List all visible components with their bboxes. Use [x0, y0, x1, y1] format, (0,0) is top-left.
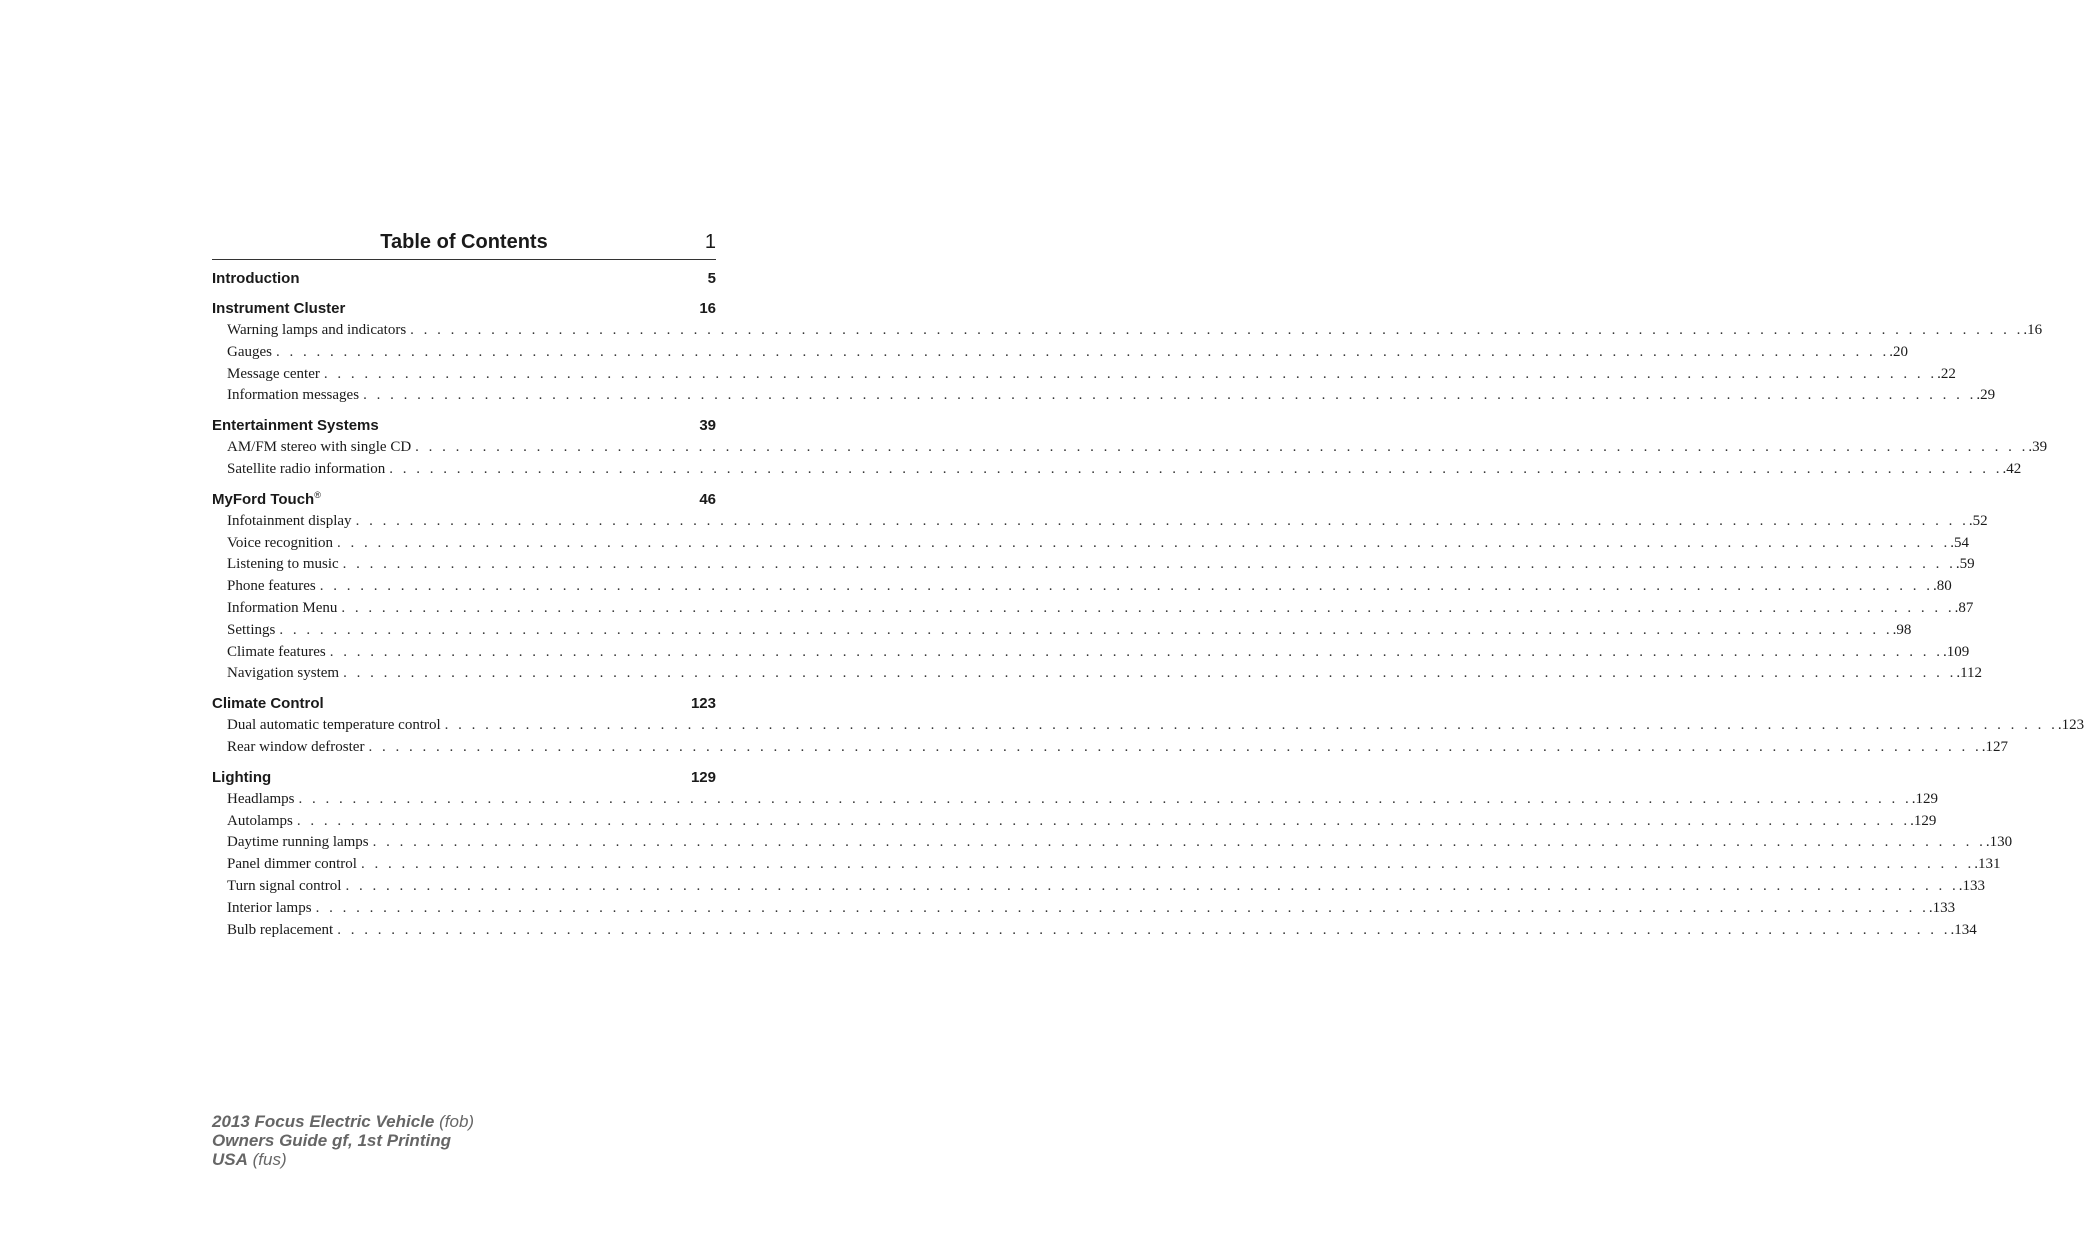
entry-page: .29: [1976, 387, 1996, 404]
entry-page: .131: [1974, 856, 2001, 873]
entry-page: .123: [2057, 717, 2084, 734]
toc-section: [212, 298, 2043, 407]
entry-page: .42: [2002, 460, 2022, 477]
section-page: 123: [690, 695, 716, 713]
toc-entry[interactable]: [227, 832, 2013, 854]
toc-section: [212, 693, 2084, 759]
dot-leader: . . . . . . . . . . . . . . . . . . . . . . . . . . . . . . . . . . . . . . . . . . . . . . . . . . . . . . . . . . . . . . . . . . . . . . . . . . . . . . . . . . . . . . . . . . . . . . . . . . . . . . . . . . . . . . . . . . . . . . . .: [444, 717, 2058, 734]
toc-section: [212, 767, 2013, 942]
footer-guide: Owners Guide gf, 1st Printing: [212, 1131, 451, 1150]
dot-leader: . . . . . . . . . . . . . . . . . . . . . . . . . . . . . . . . . . . . . . . . . . . . . . . . . . . . . . . . . . . . . . . . . . . . . . . . . . . . . . . . . . . . . . . . . . . . . . . . . . . . . . . . . . . . . . . . . . . . . . . .: [337, 921, 1951, 938]
section-heading[interactable]: [212, 489, 716, 511]
toc-entry[interactable]: [227, 554, 1975, 576]
section-title: Climate Control: [212, 695, 324, 713]
entry-page: .109: [1942, 643, 1970, 660]
entry-label: Bulb replacement: [227, 921, 334, 938]
entry-page: .59: [1955, 556, 1975, 573]
section-page: 16: [699, 300, 716, 317]
dot-leader: . . . . . . . . . . . . . . . . . . . . . . . . . . . . . . . . . . . . . . . . . . . . . . . . . . . . . . . . . . . . . . . . . . . . . . . . . . . . . . . . . . . . . . . . . . . . . . . . . . . . . . . . . . . . . . . . . . . . . . . .: [363, 387, 1977, 404]
entry-page: .133: [1928, 899, 1956, 916]
entry-page: .127: [1981, 738, 2008, 755]
entry-page: .54: [1950, 534, 1969, 551]
toc-entry[interactable]: [227, 598, 1974, 620]
footer-line-2: [212, 1131, 474, 1150]
entry-page: .39: [2028, 439, 2048, 456]
section-page: 39: [699, 417, 716, 435]
section-title: Entertainment Systems: [212, 417, 379, 435]
dot-leader: . . . . . . . . . . . . . . . . . . . . . . . . . . . . . . . . . . . . . . . . . . . . . . . . . . . . . . . . . . . . . . . . . . . . . . . . . . . . . . . . . . . . . . . . . . . . . . . . . . . . . . . . . . . . . . . . . . . . . . . .: [389, 460, 2003, 477]
toc-entry[interactable]: [227, 642, 1970, 664]
entry-label: Interior lamps: [227, 899, 312, 916]
section-title: Introduction: [212, 270, 300, 287]
toc-entry[interactable]: [227, 789, 1938, 811]
toc-entry[interactable]: [227, 620, 1912, 642]
entry-page: .129: [1911, 790, 1938, 807]
entry-label: Message center: [227, 365, 320, 382]
toc-entry[interactable]: [227, 920, 1977, 942]
entry-label: Autolamps: [227, 812, 293, 829]
entry-label: Dual automatic temperature control: [227, 717, 441, 734]
footer-market: USA: [212, 1150, 248, 1169]
dot-leader: . . . . . . . . . . . . . . . . . . . . . . . . . . . . . . . . . . . . . . . . . . . . . . . . . . . . . . . . . . . . . . . . . . . . . . . . . . . . . . . . . . . . . . . . . . . . . . . . . . . . . . . . . . . . . . . . . . . . . . . .: [368, 738, 1982, 755]
entry-page: .130: [1985, 834, 2013, 851]
toc-entry[interactable]: [227, 533, 1969, 555]
section-heading[interactable]: [212, 298, 716, 320]
section-title-wrap: [212, 298, 345, 320]
entry-label: Gauges: [227, 343, 272, 360]
section-title-wrap: [212, 693, 324, 715]
section-heading[interactable]: [212, 767, 716, 789]
entry-page: .20: [1889, 343, 1908, 360]
page-number: 1: [704, 231, 716, 253]
toc-header: [212, 229, 716, 260]
entry-label: Panel dimmer control: [227, 856, 357, 873]
dot-leader: . . . . . . . . . . . . . . . . . . . . . . . . . . . . . . . . . . . . . . . . . . . . . . . . . . . . . . . . . . . . . . . . . . . . . . . . . . . . . . . . . . . . . . . . . . . . . . . . . . . . . . . . . . . . . . . . . . . . . . . .: [276, 343, 1890, 360]
dot-leader: . . . . . . . . . . . . . . . . . . . . . . . . . . . . . . . . . . . . . . . . . . . . . . . . . . . . . . . . . . . . . . . . . . . . . . . . . . . . . . . . . . . . . . . . . . . . . . . . . . . . . . . . . . . . . . . . . . . . . . . .: [315, 899, 1929, 916]
section-heading[interactable]: [212, 693, 716, 715]
section-page: 46: [699, 490, 716, 508]
dot-leader: . . . . . . . . . . . . . . . . . . . . . . . . . . . . . . . . . . . . . . . . . . . . . . . . . . . . . . . . . . . . . . . . . . . . . . . . . . . . . . . . . . . . . . . . . . . . . . . . . . . . . . . . . . . . . . . . . . . . . . . .: [415, 439, 2029, 456]
toc-entry[interactable]: [227, 364, 1956, 386]
footer-vehicle: 2013 Focus Electric Vehicle: [212, 1112, 435, 1131]
entry-page: .52: [1968, 512, 1988, 529]
toc-entry[interactable]: [227, 342, 1908, 364]
dot-leader: . . . . . . . . . . . . . . . . . . . . . . . . . . . . . . . . . . . . . . . . . . . . . . . . . . . . . . . . . . . . . . . . . . . . . . . . . . . . . . . . . . . . . . . . . . . . . . . . . . . . . . . . . . . . . . . . . . . . . . . .: [323, 365, 1938, 382]
section-title-wrap: [212, 767, 271, 789]
dot-leader: . . . . . . . . . . . . . . . . . . . . . . . . . . . . . . . . . . . . . . . . . . . . . . . . . . . . . . . . . . . . . . . . . . . . . . . . . . . . . . . . . . . . . . . . . . . . . . . . . . . . . . . . . . . . . . . . . . . . . . . .: [279, 621, 1893, 638]
page-title: Table of Contents: [380, 231, 548, 253]
entry-label: Satellite radio information: [227, 460, 386, 477]
section-page: 5: [707, 270, 716, 287]
footer-vehicle-code: (fob): [439, 1112, 475, 1131]
toc-entry[interactable]: [227, 663, 1983, 685]
entry-page: .133: [1958, 877, 1985, 894]
entry-page: .98: [1892, 621, 1912, 638]
toc-entry[interactable]: [227, 385, 1996, 407]
dot-leader: . . . . . . . . . . . . . . . . . . . . . . . . . . . . . . . . . . . . . . . . . . . . . . . . . . . . . . . . . . . . . . . . . . . . . . . . . . . . . . . . . . . . . . . . . . . . . . . . . . . . . . . . . . . . . . . . . . . . . . . .: [341, 599, 1955, 616]
entry-label: Turn signal control: [227, 877, 342, 894]
toc-entry[interactable]: [227, 320, 2043, 342]
section-title: Instrument Cluster: [212, 300, 346, 317]
dot-leader: . . . . . . . . . . . . . . . . . . . . . . . . . . . . . . . . . . . . . . . . . . . . . . . . . . . . . . . . . . . . . . . . . . . . . . . . . . . . . . . . . . . . . . . . . . . . . . . . . . . . . . . . . . . . . . . . . . . . . . . .: [410, 322, 2024, 338]
entry-label: Settings: [227, 621, 276, 638]
footer-line-3: [212, 1150, 474, 1169]
section-title-wrap: [212, 268, 299, 290]
entry-page: .87: [1954, 599, 1974, 616]
toc-entry[interactable]: [227, 511, 1988, 533]
registered-mark: ®: [314, 489, 321, 500]
section-title-wrap: [212, 489, 321, 511]
toc-entry[interactable]: [227, 437, 2048, 459]
dot-leader: . . . . . . . . . . . . . . . . . . . . . . . . . . . . . . . . . . . . . . . . . . . . . . . . . . . . . . . . . . . . . . . . . . . . . . . . . . . . . . . . . . . . . . . . . . . . . . . . . . . . . . . . . . . . . . . . . . . . . . . .: [336, 534, 1951, 551]
toc-sections: [212, 268, 2084, 941]
entry-label: Warning lamps and indicators: [227, 322, 407, 338]
toc-entry[interactable]: [227, 876, 1985, 898]
footer-line-1: [212, 1112, 474, 1131]
toc-entry[interactable]: [227, 737, 2008, 759]
entry-label: Climate features: [227, 643, 326, 660]
entry-page: .129: [1910, 812, 1937, 829]
toc-entry[interactable]: [227, 854, 2001, 876]
dot-leader: . . . . . . . . . . . . . . . . . . . . . . . . . . . . . . . . . . . . . . . . . . . . . . . . . . . . . . . . . . . . . . . . . . . . . . . . . . . . . . . . . . . . . . . . . . . . . . . . . . . . . . . . . . . . . . . . . . . . . . . .: [355, 512, 1969, 529]
entry-label: Listening to music: [227, 556, 339, 573]
dot-leader: . . . . . . . . . . . . . . . . . . . . . . . . . . . . . . . . . . . . . . . . . . . . . . . . . . . . . . . . . . . . . . . . . . . . . . . . . . . . . . . . . . . . . . . . . . . . . . . . . . . . . . . . . . . . . . . . . . . . . . . .: [345, 877, 1959, 894]
section-page: 129: [690, 768, 716, 786]
dot-leader: . . . . . . . . . . . . . . . . . . . . . . . . . . . . . . . . . . . . . . . . . . . . . . . . . . . . . . . . . . . . . . . . . . . . . . . . . . . . . . . . . . . . . . . . . . . . . . . . . . . . . . . . . . . . . . . . . . . . . . . .: [329, 643, 1943, 660]
toc-entry[interactable]: [227, 715, 2084, 737]
toc-section: [212, 415, 2048, 481]
dot-leader: . . . . . . . . . . . . . . . . . . . . . . . . . . . . . . . . . . . . . . . . . . . . . . . . . . . . . . . . . . . . . . . . . . . . . . . . . . . . . . . . . . . . . . . . . . . . . . . . . . . . . . . . . . . . . . . . . . . . . . . .: [360, 856, 1975, 873]
entry-page: .134: [1950, 921, 1977, 938]
entry-label: Information messages: [227, 387, 360, 404]
entry-label: Headlamps: [227, 790, 295, 807]
entry-label: Rear window defroster: [227, 738, 365, 755]
entry-label: Navigation system: [227, 665, 340, 682]
toc-entry[interactable]: [227, 459, 2022, 481]
entry-label: Infotainment display: [227, 512, 352, 529]
toc-entry[interactable]: [227, 576, 1952, 598]
toc-section: [212, 489, 1988, 685]
dot-leader: . . . . . . . . . . . . . . . . . . . . . . . . . . . . . . . . . . . . . . . . . . . . . . . . . . . . . . . . . . . . . . . . . . . . . . . . . . . . . . . . . . . . . . . . . . . . . . . . . . . . . . . . . . . . . . . . . . . . . . . .: [372, 834, 1986, 851]
footer-market-code: (fus): [252, 1150, 287, 1169]
toc-section: [212, 268, 716, 290]
entry-page: .80: [1932, 578, 1952, 595]
dot-leader: . . . . . . . . . . . . . . . . . . . . . . . . . . . . . . . . . . . . . . . . . . . . . . . . . . . . . . . . . . . . . . . . . . . . . . . . . . . . . . . . . . . . . . . . . . . . . . . . . . . . . . . . . . . . . . . . . . . . . . . .: [296, 812, 1911, 829]
entry-label: Daytime running lamps: [227, 834, 369, 851]
section-title: Lighting: [212, 768, 272, 786]
entry-page: .22: [1937, 365, 1956, 382]
toc-entry[interactable]: [227, 898, 1956, 920]
entry-label: Voice recognition: [227, 534, 333, 551]
dot-leader: . . . . . . . . . . . . . . . . . . . . . . . . . . . . . . . . . . . . . . . . . . . . . . . . . . . . . . . . . . . . . . . . . . . . . . . . . . . . . . . . . . . . . . . . . . . . . . . . . . . . . . . . . . . . . . . . . . . . . . . .: [342, 556, 1956, 573]
section-title-wrap: [212, 415, 379, 437]
dot-leader: . . . . . . . . . . . . . . . . . . . . . . . . . . . . . . . . . . . . . . . . . . . . . . . . . . . . . . . . . . . . . . . . . . . . . . . . . . . . . . . . . . . . . . . . . . . . . . . . . . . . . . . . . . . . . . . . . . . . . . . .: [298, 790, 1912, 807]
entry-page: .112: [1956, 665, 1983, 682]
entry-label: Phone features: [227, 578, 316, 595]
entry-label: AM/FM stereo with single CD: [227, 439, 412, 456]
entry-page: .16: [2023, 322, 2043, 338]
section-title: MyFord Touch: [212, 490, 315, 508]
section-heading[interactable]: [212, 415, 716, 437]
dot-leader: . . . . . . . . . . . . . . . . . . . . . . . . . . . . . . . . . . . . . . . . . . . . . . . . . . . . . . . . . . . . . . . . . . . . . . . . . . . . . . . . . . . . . . . . . . . . . . . . . . . . . . . . . . . . . . . . . . . . . . . .: [319, 578, 1933, 595]
footer: [212, 1112, 474, 1169]
section-heading[interactable]: [212, 268, 716, 290]
entry-label: Information Menu: [227, 599, 338, 616]
table-of-contents: [212, 229, 2084, 941]
toc-entry[interactable]: [227, 811, 1937, 833]
dot-leader: . . . . . . . . . . . . . . . . . . . . . . . . . . . . . . . . . . . . . . . . . . . . . . . . . . . . . . . . . . . . . . . . . . . . . . . . . . . . . . . . . . . . . . . . . . . . . . . . . . . . . . . . . . . . . . . . . . . . . . . .: [343, 665, 1957, 682]
